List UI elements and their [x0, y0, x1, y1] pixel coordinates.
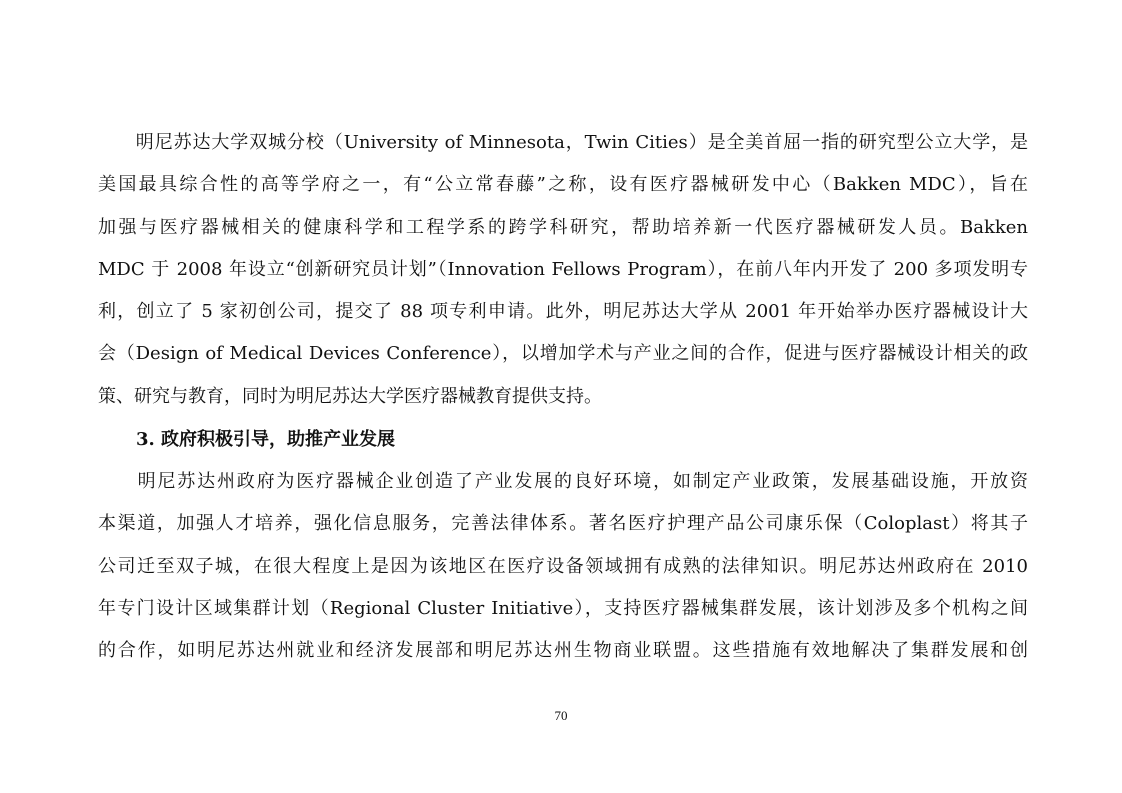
section-heading: 3. 政府积极引导，助推产业发展 [136, 429, 396, 450]
page-number: 70 [554, 708, 568, 723]
body-paragraph-government [98, 461, 1028, 672]
paragraph-line: MDC 于 2008 年设立“创新研究员计划”（Innovation Fellows Program），在前八年内开发了 200 多项发明专 [98, 258, 1028, 280]
paragraph-line: 会（Design of Medical Devices Conference），以增加学术与产业之间的合作，促进与医疗器械设计相关的政 [98, 343, 1028, 365]
paragraph-line: 公司迁至双子城，在很大程度上是因为该地区在医疗设备领域拥有成熟的法律知识。明尼苏达州政府在 2010 [98, 555, 1028, 577]
paragraph-line: 明尼苏达州政府为医疗器械企业创造了产业发展的良好环境，如制定产业政策，发展基础设施，开放资 [98, 471, 1028, 492]
paragraph-line: 本渠道，加强人才培养，强化信息服务，完善法律体系。著名医疗护理产品公司康乐保（Coloplast）将其子 [98, 513, 1028, 535]
paragraph-line: 美国最具综合性的高等学府之一，有“公立常春藤”之称，设有医疗器械研发中心（Bakken MDC），旨在 [98, 174, 1028, 196]
paragraph-line: 的合作，如明尼苏达州就业和经济发展部和明尼苏达州生物商业联盟。这些措施有效地解决了集群发展和创 [98, 640, 1028, 662]
paragraph-line: 策、研究与教育，同时为明尼苏达大学医疗器械教育提供支持。 [98, 385, 602, 407]
paragraph-line: 年专门设计区域集群计划（Regional Cluster Initiative），支持医疗器械集群发展，该计划涉及多个机构之间 [98, 597, 1028, 619]
paragraph-line: 加强与医疗器械相关的健康科学和工程学系的跨学科研究，帮助培养新一代医疗器械研发人员。Bakken [98, 216, 1028, 238]
body-paragraph-university [98, 122, 1028, 418]
paragraph-line: 明尼苏达大学双城分校（University of Minnesota，Twin Cities）是全美首屈一指的研究型公立大学，是 [98, 132, 1028, 153]
paragraph-line: 利，创立了 5 家初创公司，提交了 88 项专利申请。此外，明尼苏达大学从 2001 年开始举办医疗器械设计大 [98, 301, 1028, 323]
